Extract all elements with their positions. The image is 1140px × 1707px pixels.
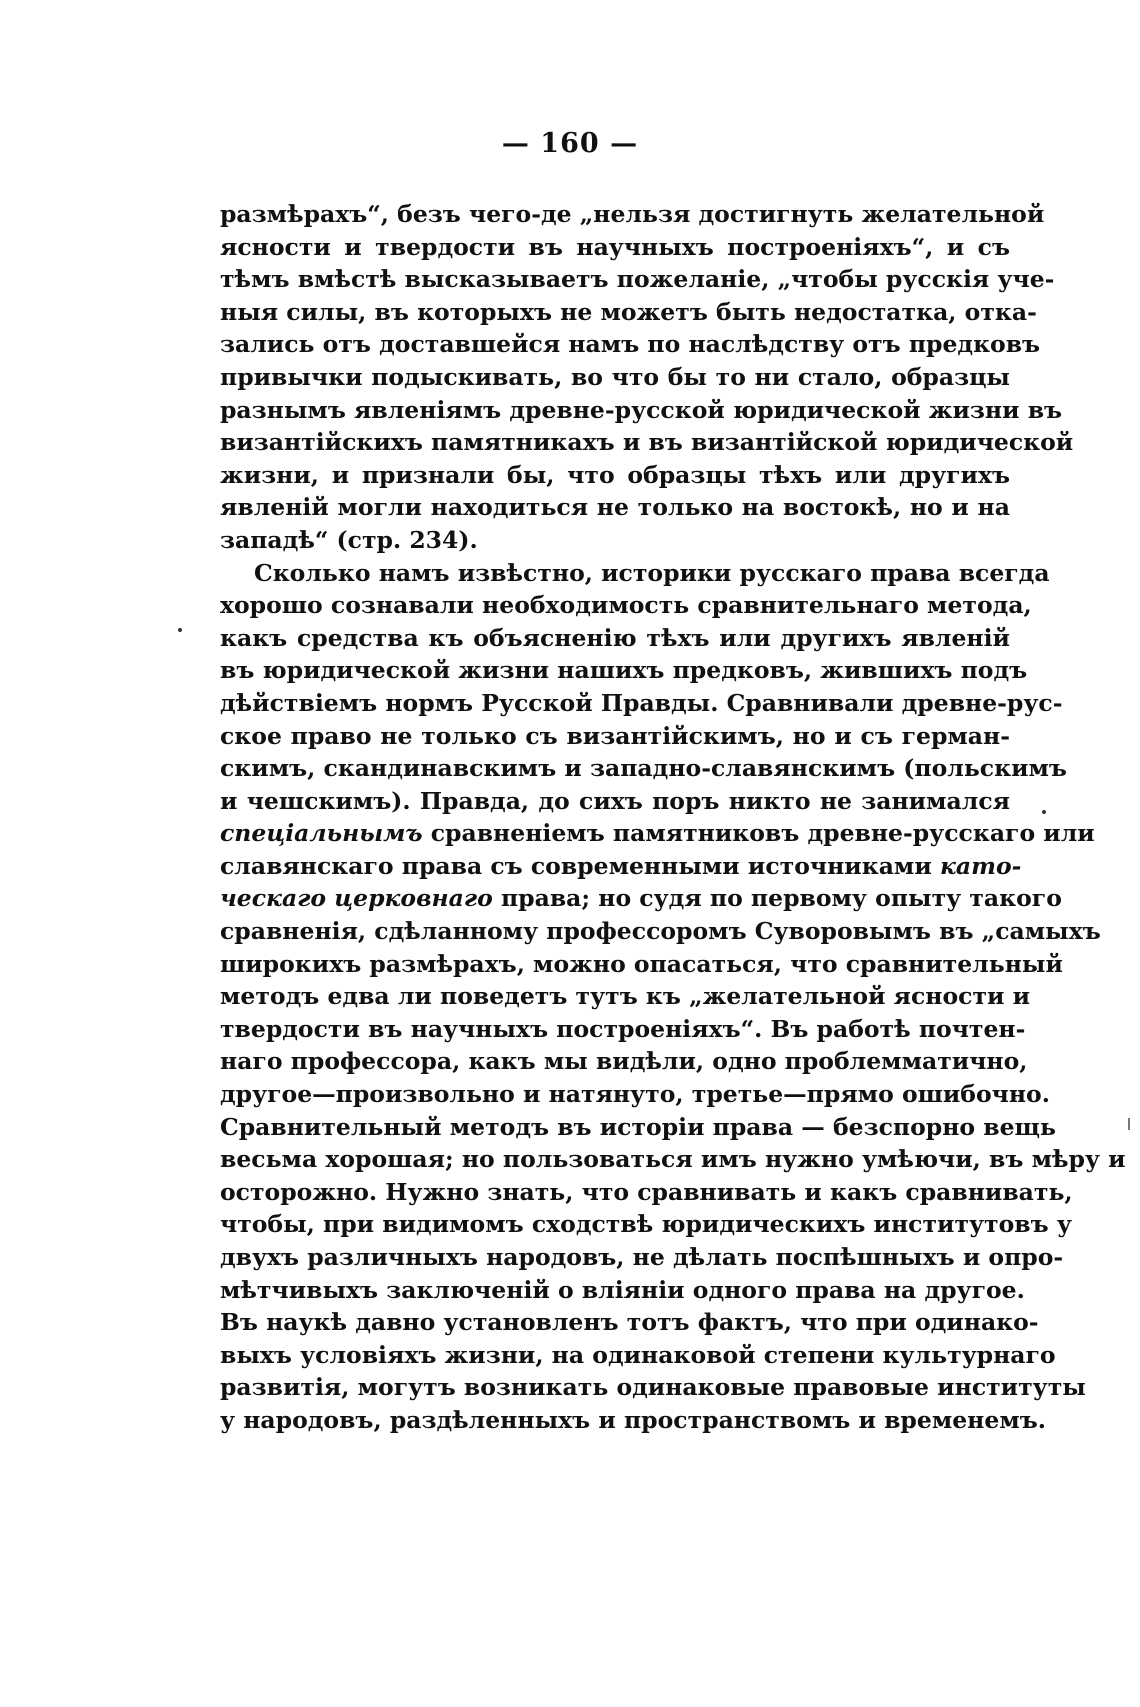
line-rest: права; но судя по первому опыту такого	[500, 884, 1062, 913]
text-line: другое—произвольно и натянуто, третье—прямо ошибочно.	[220, 1080, 1050, 1109]
text-line: чтобы, при видимомъ сходствѣ юридическихъ институтовъ у	[220, 1210, 1072, 1239]
body-text	[220, 198, 1126, 1437]
text-line: у народовъ, раздѣленныхъ и пространствомъ и временемъ.	[220, 1405, 1046, 1434]
margin-mark-dot	[1042, 810, 1046, 814]
text-line: дѣйствіемъ нормъ Русской Правды. Сравнивали древне-рус-	[220, 688, 1063, 717]
line-rest: сравненіемъ памятниковъ древне-русскаго или	[430, 819, 1095, 848]
text-line: мѣтчивыхъ заключеній о вліяніи одного права на другое.	[220, 1275, 1025, 1304]
text-line: твердости въ научныхъ построеніяхъ“. Въ работѣ почтен-	[220, 1014, 1026, 1043]
text-line: ясности и твердости въ научныхъ построеніяхъ“, и съ	[220, 232, 1010, 261]
text-line-mixed	[220, 850, 1022, 883]
italic-phrase: ческаго церковнаго	[220, 884, 493, 913]
text-line: какъ средства къ объясненію тѣхъ или другихъ явленій	[220, 623, 1010, 652]
text-line: зались отъ доставшейся намъ по наслѣдству отъ предковъ	[220, 330, 1041, 359]
text-line: весьма хорошая; но пользоваться имъ нужно умѣючи, въ мѣру и	[220, 1145, 1126, 1174]
line-start: славянскаго права съ современными источниками	[220, 851, 932, 880]
margin-mark-tick	[1128, 1118, 1130, 1130]
page-number: — 160 —	[501, 128, 639, 159]
text-line: осторожно. Нужно знать, что сравнивать и какъ сравнивать,	[220, 1177, 1073, 1206]
text-line: Въ наукѣ давно установленъ тотъ фактъ, что при одинако-	[220, 1308, 1039, 1337]
italic-word: като-	[939, 851, 1022, 880]
text-line: скимъ, скандинавскимъ и западно-славянскимъ (польскимъ	[220, 754, 1067, 783]
text-line: жизни, и признали бы, что образцы тѣхъ или другихъ	[220, 460, 1010, 489]
text-line: хорошо сознавали необходимость сравнительнаго метода,	[220, 591, 1032, 620]
text-line: западѣ“ (стр. 234).	[220, 525, 478, 554]
text-line: развитія, могутъ возникать одинаковые правовые институты	[220, 1373, 1086, 1402]
text-line: выхъ условіяхъ жизни, на одинаковой степени культурнаго	[220, 1340, 1056, 1369]
text-line: методъ едва ли поведетъ тутъ къ „желательной ясности и	[220, 982, 1031, 1011]
text-line: византійскихъ памятникахъ и въ византійской юридической	[220, 428, 1074, 457]
text-line: разнымъ явленіямъ древне-русской юридической жизни въ	[220, 395, 1063, 424]
text-line: Сравнительный методъ въ исторіи права — безспорно вещь	[220, 1112, 1056, 1141]
text-line: въ юридической жизни нашихъ предковъ, жившихъ подъ	[220, 656, 1028, 685]
text-line: тѣмъ вмѣстѣ высказываетъ пожеланіе, „чтобы русскія уче-	[220, 265, 1055, 294]
margin-mark-dot	[178, 628, 182, 632]
text-line: двухъ различныхъ народовъ, не дѣлать поспѣшныхъ и опро-	[220, 1243, 1064, 1271]
text-line: наго профессора, какъ мы видѣли, одно проблемматично,	[220, 1047, 1028, 1076]
text-line: размѣрахъ“, безъ чего-де „нельзя достигнуть желательной	[220, 200, 1045, 228]
italic-word: спеціальнымъ	[220, 819, 423, 848]
text-line-mixed	[220, 817, 1095, 850]
text-line: широкихъ размѣрахъ, можно опасаться, что сравнительный	[220, 949, 1063, 978]
text-line: ское право не только съ византійскимъ, но и съ герман-	[220, 721, 1010, 750]
text-line: явленій могли находиться не только на востокѣ, но и на	[220, 493, 1010, 522]
text-line-mixed	[220, 882, 1062, 915]
text-line: и чешскимъ). Правда, до сихъ поръ никто не занимался	[220, 786, 1010, 815]
paragraph-start-line: Сколько намъ извѣстно, историки русскаго права всегда	[254, 558, 1050, 587]
text-line: ныя силы, въ которыхъ не можетъ быть недостатка, отка-	[220, 297, 1037, 326]
text-line: сравненія, сдѣланному профессоромъ Суворовымъ въ „самыхъ	[220, 917, 1101, 946]
text-line: привычки подыскивать, во что бы то ни стало, образцы	[220, 362, 1010, 391]
